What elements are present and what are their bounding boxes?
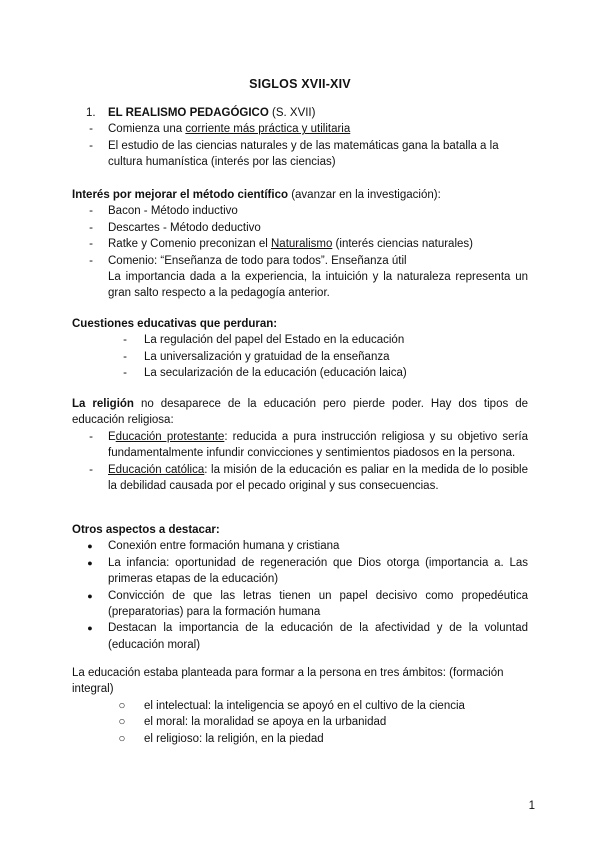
underlined-text: ducación protestante [115, 430, 225, 443]
section-number: 1. [86, 107, 96, 119]
paragraph-heading: Cuestiones educativas que perduran: [72, 318, 278, 330]
dash-marker: - [89, 463, 93, 476]
dash-marker: - [89, 139, 93, 152]
paragraph: La religión no desaparece de la educación pero pierde poder. Hay dos tipos de educación religiosa: [72, 398, 528, 427]
section-heading-note: (S. XVII) [268, 107, 316, 119]
section-cuestiones [72, 316, 528, 382]
dash-marker: - [89, 430, 93, 443]
bullet-marker: ● [87, 590, 93, 601]
continuation-text: La importancia dada a la experiencia, la intuición y la naturaleza representa un gran salto respecto a la pedagogía anterior. [108, 271, 528, 300]
circle-marker: ○ [118, 732, 126, 745]
dash-marker: - [123, 367, 127, 380]
list-item: ● Destacan la importancia de la educación de la afectividad y de la voluntad (educación moral) [72, 620, 528, 653]
dash-marker: - [89, 254, 93, 267]
dash-marker: - [89, 123, 93, 136]
section-heading [72, 105, 528, 121]
list-item: ○ el religioso: la religión, en la piedad [72, 731, 528, 747]
dash-marker: - [123, 350, 127, 363]
list-item: ○ el intelectual: la inteligencia se apoyó en el cultivo de la ciencia [72, 698, 528, 714]
bullet-marker: ● [87, 541, 93, 552]
section-ambitos [72, 665, 528, 747]
list-item: ○ el moral: la moralidad se apoya en la urbanidad [72, 714, 528, 730]
dash-marker: - [89, 221, 93, 234]
section-otros [72, 522, 528, 653]
list-item: - La secularización de la educación (educación laica) [72, 365, 528, 381]
page-number: 1 [528, 800, 535, 812]
list-item: ● La infancia: oportunidad de regeneración que Dios otorga (importancia a. Las primeras etapas de la educación) [72, 555, 528, 588]
dash-marker: - [89, 238, 93, 251]
list-item: - Educación católica: la misión de la educación es paliar en la medida de lo posible la debilidad causada por el pecado original y sus consecuencias. [72, 462, 528, 495]
bullet-marker: ● [87, 557, 93, 568]
list-item: - La universalización y gratuidad de la enseñanza [72, 349, 528, 365]
list-item: - Comienza una corriente más práctica y utilitaria [72, 121, 528, 137]
bullet-marker: ● [87, 623, 93, 634]
circle-marker: ○ [118, 699, 126, 712]
list-item: - La regulación del papel del Estado en la educación [72, 332, 528, 348]
list-item: - El estudio de las ciencias naturales y de las matemáticas gana la batalla a la cultura humanística (interés por las ciencias) [72, 138, 528, 171]
paragraph: La educación estaba planteada para formar a la persona en tres ámbitos: (formación integral) [72, 667, 504, 696]
paragraph-heading: Interés por mejorar el método científico (avanzar en la investigación): [72, 189, 441, 201]
paragraph-heading: Otros aspectos a destacar: [72, 524, 220, 536]
list-item: ● Convicción de que las letras tienen un papel decisivo como propedéutica (preparatorias) para la formación humana [72, 588, 528, 621]
list-item: - Bacon - Método inductivo [72, 203, 528, 219]
page-title: SIGLOS XVII-XIV [249, 77, 351, 91]
list-item: - Comenio: “Enseñanza de todo para todos”. Enseñanza útil La importancia dada a la experiencia, la intuición y la naturaleza representa un gran salto respecto a la pedagogía anterior. [72, 253, 528, 302]
list-item: - Ratke y Comenio preconizan el Naturalismo (interés ciencias naturales) [72, 236, 528, 252]
section-metodo [72, 187, 528, 302]
dash-marker: - [89, 205, 93, 218]
underlined-text: Educación católica [108, 463, 205, 476]
dash-marker: - [123, 334, 127, 347]
circle-marker: ○ [118, 716, 126, 729]
section-religion [72, 396, 528, 494]
underlined-text: corriente más práctica y utilitaria [185, 123, 351, 136]
list-item: - Educación protestante: reducida a pura instrucción religiosa y su objetivo sería fundamentalmente infundir convicciones y sentimientos piadosos en la persona. [72, 429, 528, 462]
section-heading-text: EL REALISMO PEDAGÓGICO [108, 107, 269, 119]
list-item: - Descartes - Método deductivo [72, 220, 528, 236]
section-realismo [72, 105, 528, 171]
underlined-text: Naturalismo [271, 238, 333, 251]
heading-bold: Interés por mejorar el método científico [72, 189, 288, 201]
list-item: ● Conexión entre formación humana y cristiana [72, 538, 528, 554]
